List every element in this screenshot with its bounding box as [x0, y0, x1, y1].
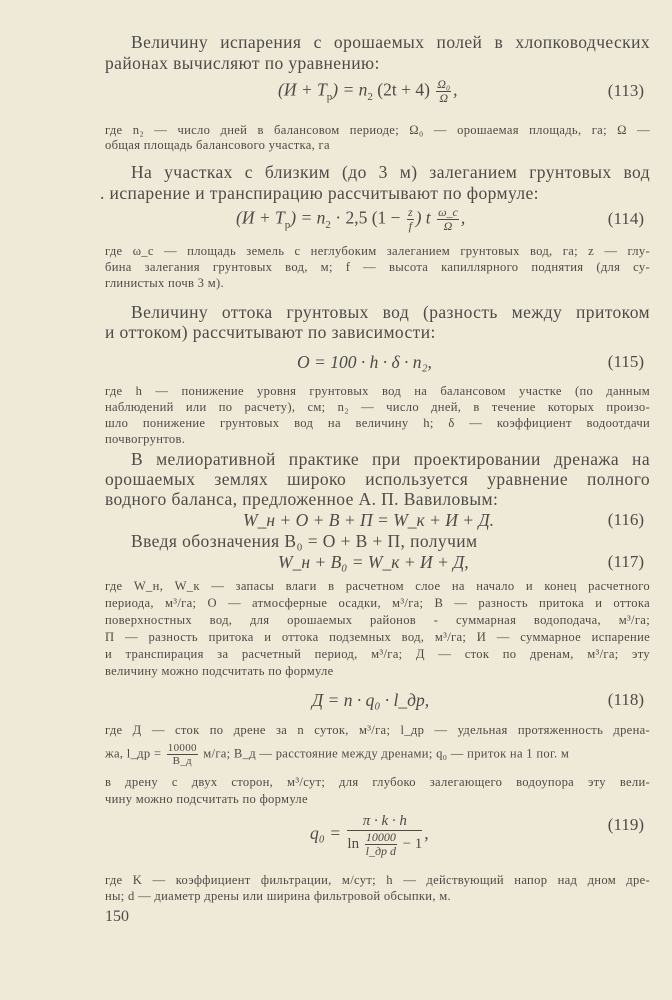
- equation-number: (118): [607, 690, 644, 709]
- note-line: где K — коэффициент фильтрации, м/сут; h — действующий напор над дном дре-: [105, 873, 650, 887]
- equation-number: (116): [607, 510, 644, 529]
- equation-116: W_н + O + B + П = W_к + И + Д.: [243, 510, 494, 530]
- equation-number: (117): [607, 552, 644, 571]
- note-line: где W_н, W_к — запасы влаги в расчетном слое на начало и конец расчетного: [105, 579, 650, 593]
- equation-number: (115): [607, 352, 644, 371]
- paragraph-line: В мелиоративной практике при проектировании дренажа на: [131, 449, 650, 469]
- note-line: шло понижение грунтовых вод на величину h; δ — коэффициент водоотдачи: [105, 416, 650, 430]
- note-line: периода, м³/га; O — атмосферные осадки, м³/га; B — разность притока и оттока: [105, 596, 650, 610]
- note-line: жа, l_др = 10000 B_д м/га; B_д — расстояние между дренами; q₀ — приток на 1 пог. м: [105, 742, 570, 767]
- equation-114: $(И + Т_р) = n_2 \cdot 2,5$ (1 − $\frac{z}{f}$ ) t $\frac{\omega\_c}{\Omega}$ ,: [236, 205, 466, 233]
- equation-117: W_н + B₀ = W_к + И + Д,: [278, 552, 469, 572]
- paragraph-line: водного баланса, предложенное А. П. Вавиловым:: [105, 489, 499, 509]
- equation-number: (113): [607, 81, 644, 100]
- paragraph-line: орошаемых землях широко используется уравнение полного: [105, 469, 650, 489]
- note-line: почвогрунтов.: [105, 432, 186, 446]
- equation-number: (114): [607, 209, 644, 228]
- note-line: чину можно подсчитать по формуле: [105, 792, 308, 806]
- note-line: П — разность притока и оттока подземных вод, м³/га; И — суммарное испарение: [105, 630, 650, 644]
- equation-119: q₀ = π · k · h ln 10000 l_др d − 1 ,: [310, 813, 429, 858]
- note-line: глинистых почв 3 м).: [105, 276, 224, 290]
- paragraph-line: и оттоком) рассчитывают по зависимости:: [105, 322, 436, 342]
- note-line: ны; d — диаметр дрены или ширина фильтровой обсыпки, м.: [105, 889, 451, 903]
- equation-113: $(И + Т_р) = n_2$ (2t + 4) $\frac{\text{Ω₀}}{\Omega}$ ,: [278, 77, 458, 105]
- note-line: бина залегания грунтовых вод, м; f — высота капиллярного поднятия (для су-: [105, 260, 650, 274]
- equation-115: O = 100 · h · δ · n₂,: [297, 352, 432, 372]
- note-line: где n₂ — число дней в балансовом периоде; Ω₀ — орошаемая площадь, га; Ω —: [105, 123, 650, 137]
- note-line: где Д — сток по дрене за n суток, м³/га; l_др — удельная протяженность дрена-: [105, 723, 650, 737]
- note-line: где ω_c — площадь земель с неглубоким залеганием грунтовых вод, га; z — глу-: [105, 244, 650, 258]
- equation-118: Д = n · q₀ · l_др,: [312, 690, 430, 710]
- note-line: в дрену с двух сторон, м³/сут; для глубоко залегающего водоупора эту вели-: [105, 775, 650, 789]
- paragraph-line: Величину испарения с орошаемых полей в хлопководческих: [131, 32, 650, 52]
- page-number: 150: [105, 908, 129, 925]
- paragraph-line: На участках с близким (до 3 м) залеганием грунтовых вод: [131, 162, 650, 182]
- paragraph-line: районах вычисляют по уравнению:: [105, 53, 380, 73]
- paragraph-line: Введя обозначения B₀ = O + B + П, получим: [131, 531, 478, 551]
- note-line: общая площадь балансового участка, га: [105, 138, 330, 152]
- note-line: и транспирация за расчетный период, м³/га; Д — сток по дренам, м³/га; эту: [105, 647, 650, 661]
- equation-number: (119): [607, 815, 644, 834]
- note-line: наблюдений или по расчету), см; n₂ — число дней, в течение которых произо-: [105, 400, 650, 414]
- paragraph-line: . испарение и транспирацию рассчитывают по формуле:: [100, 183, 539, 203]
- note-line: поверхностных вод, для орошаемых районов - суммарная водоподача, м³/га;: [105, 613, 650, 627]
- note-line: где h — понижение уровня грунтовых вод на балансовом участке (по данным: [105, 384, 650, 398]
- note-line: величину можно подсчитать по формуле: [105, 664, 334, 678]
- paragraph-line: Величину оттока грунтовых вод (разность между притоком: [131, 302, 650, 322]
